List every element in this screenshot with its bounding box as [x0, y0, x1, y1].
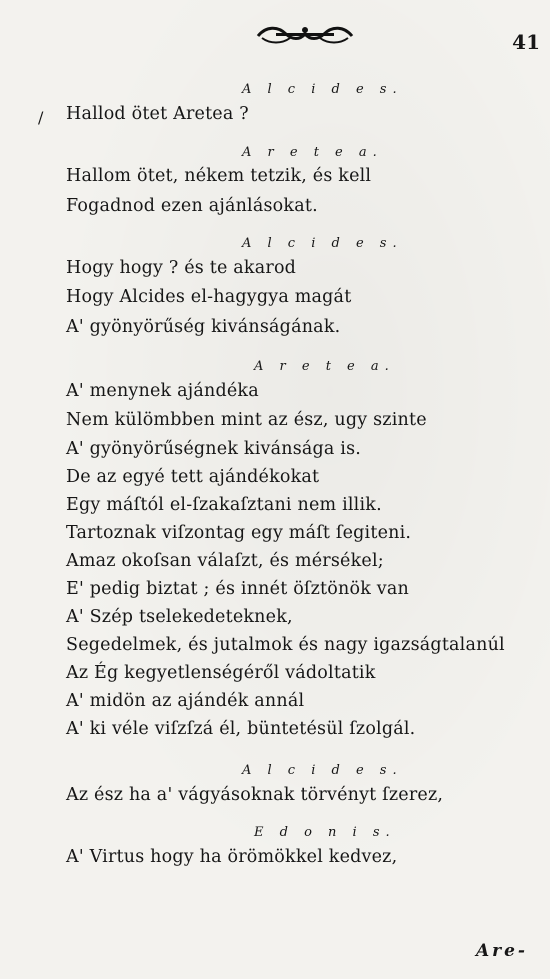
- verse-line: Hogy Alcides el-hagygya magát: [66, 287, 352, 307]
- verse-line: Az ész ha a' vágyásoknak törvényt ſzerez,: [66, 785, 444, 805]
- verse-line: A' gyönyörűségnek kivánsága is.: [66, 439, 362, 459]
- verse-line: A' Szép tselekedeteknek,: [66, 607, 293, 627]
- verse-line: Fogadnod ezen ajánlásokat.: [66, 196, 318, 216]
- verse-line: A' ki véle viſzſzá él, büntetésül ſzolgál.: [66, 719, 416, 739]
- verse-line: Hogy hogy ? és te akarod: [66, 258, 297, 278]
- verse-line: Egy máſtól el-ſzakaſztani nem illik.: [66, 495, 382, 515]
- speaker-heading: A r e t e a.: [242, 145, 383, 160]
- speaker-heading: A l c i d e s.: [242, 82, 403, 97]
- speaker-heading: E d o n i s.: [254, 825, 396, 840]
- speaker-heading: A r e t e a.: [254, 359, 395, 374]
- verse-line: A' gyönyörűség kivánságának.: [66, 317, 341, 337]
- verse-line: Tartoznak viſzontag egy máſt ſegiteni.: [66, 523, 412, 543]
- speaker-heading: A l c i d e s.: [242, 763, 403, 778]
- verse-line: De az egyé tett ajándékokat: [66, 467, 320, 487]
- speaker-heading: A l c i d e s.: [242, 236, 403, 251]
- printers-ornament-icon: [256, 22, 354, 48]
- catchword: Are-: [475, 941, 528, 961]
- verse-line: Hallom ötet, nékem tetzik, és kell: [66, 166, 372, 186]
- verse-line: Segedelmek, és jutalmok és nagy igazságtalanúl: [66, 635, 505, 655]
- verse-line: A' menynek ajándéka: [66, 381, 259, 401]
- verse-line: Hallod ötet Aretea ?: [66, 104, 249, 124]
- verse-line: A' midön az ajándék annál: [66, 691, 305, 711]
- verse-line: Amaz okoſsan válaſzt, és mérsékel;: [66, 551, 384, 571]
- page-number: 41: [512, 30, 540, 54]
- verse-line: E' pedig biztat ; és innét öſztönök van: [66, 579, 409, 599]
- verse-line: Az Ég kegyetlenségéről vádoltatik: [66, 663, 376, 683]
- margin-mark: /: [38, 108, 44, 127]
- verse-line: Nem külömbben mint az ész, ugy szinte: [66, 410, 427, 430]
- verse-line: A' Virtus hogy ha örömökkel kedvez,: [66, 847, 398, 867]
